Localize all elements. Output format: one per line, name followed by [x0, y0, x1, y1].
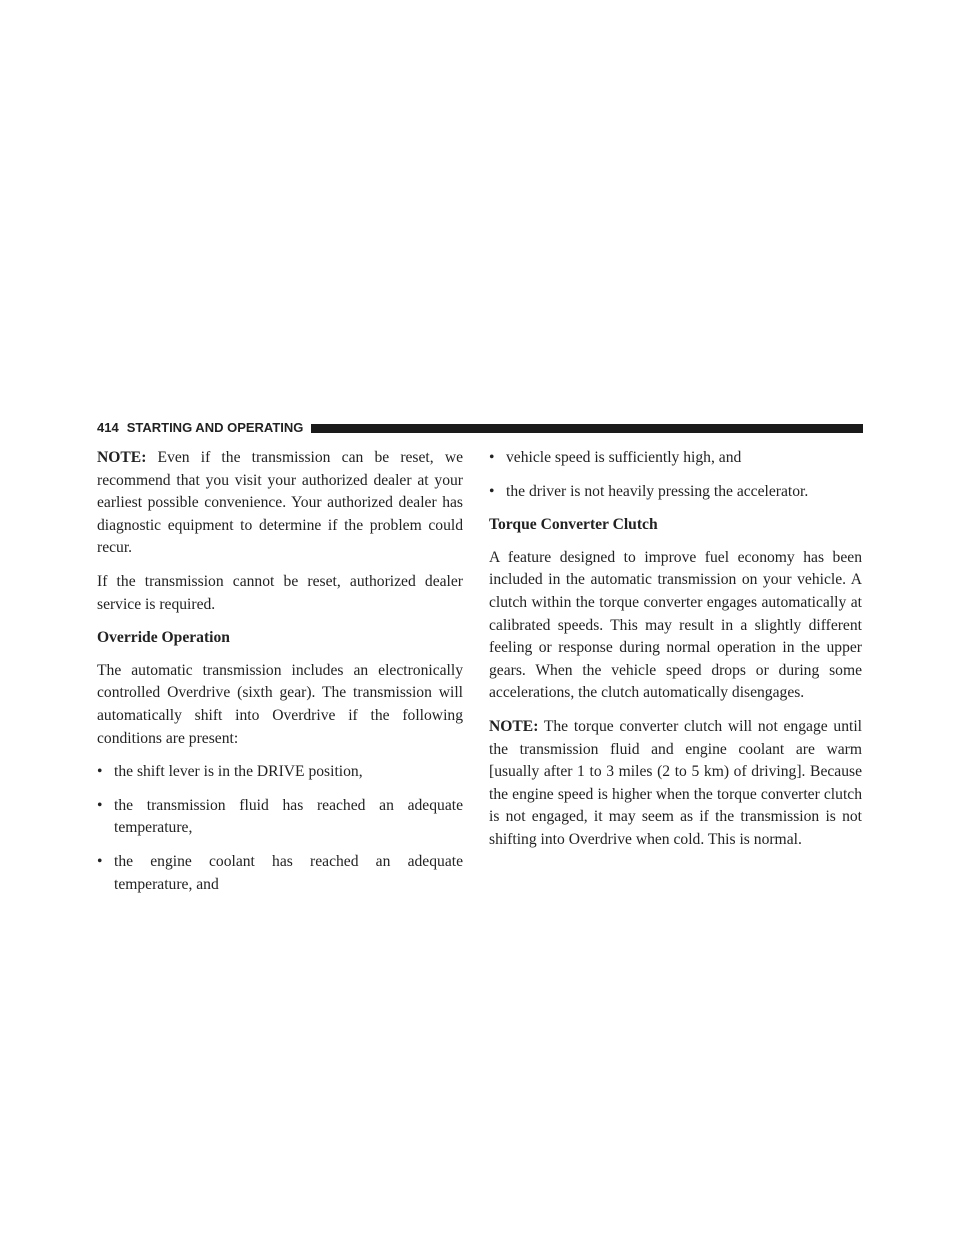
page-number: 414 [97, 420, 119, 435]
note-torque-converter [489, 716, 862, 852]
paragraph-cannot-reset: If the transmission cannot be reset, authorized dealer service is required. [97, 572, 463, 613]
list-item-text: the transmission fluid has reached an adequate temperature, [114, 796, 463, 837]
list-item-text: the shift lever is in the DRIVE position, [114, 763, 363, 781]
note-transmission-reset [97, 447, 463, 560]
list-item [489, 447, 862, 470]
override-conditions-list [97, 761, 463, 896]
list-item [97, 761, 463, 784]
right-column [489, 447, 862, 863]
bullet-icon: • [489, 449, 495, 466]
bullet-icon: • [97, 796, 103, 814]
header-rule [311, 424, 863, 433]
list-item [97, 795, 463, 840]
heading-override-operation: Override Operation [97, 629, 230, 647]
heading-torque-converter-clutch: Torque Converter Clutch [489, 516, 658, 534]
bullet-icon: • [97, 852, 103, 870]
paragraph-torque-converter: A feature designed to improve fuel economy has been included in the automatic transmission on your vehicle. A clutch within the torque converter engages automatically at calibrated speeds. This may result in a slightly different feeling or response during normal operation in the upper gears. When the vehicle speed drops or during some accelerations, the clutch automatically disengages. [489, 548, 862, 702]
note-label: NOTE: [97, 449, 147, 466]
note-text: The torque converter clutch will not engage until the transmission fluid and engine coolant are warm [usually after 1 to 3 miles (2 to 5 km) of driving]. Because the engine speed is higher when the torque converter clutch is not engaged, it may seem as if the transmission is not shifting into Overdrive when cold. This is normal. [489, 717, 862, 848]
section-title: STARTING AND OPERATING [126, 420, 304, 435]
left-column [97, 447, 463, 907]
bullet-icon: • [489, 482, 495, 500]
list-item-text: the engine coolant has reached an adequate temperature, and [114, 852, 463, 893]
list-item-text: vehicle speed is sufficiently high, and [506, 449, 742, 466]
page-header [97, 419, 863, 437]
list-item [489, 481, 862, 504]
note-text: Even if the transmission can be reset, we recommend that you visit your authorized dealer at your earliest possible convenience. Your authorized dealer has diagnostic equipment to determine if the problem could recur. [97, 449, 463, 557]
list-item [97, 851, 463, 896]
bullet-icon: • [97, 763, 103, 781]
list-item-text: the driver is not heavily pressing the accelerator. [506, 482, 809, 500]
override-conditions-list-continued [489, 447, 862, 503]
paragraph-override: The automatic transmission includes an electronically controlled Overdrive (sixth gear). The transmission will automatically shift into Overdrive if the following conditions are present: [97, 661, 463, 747]
note-label: NOTE: [489, 717, 539, 735]
